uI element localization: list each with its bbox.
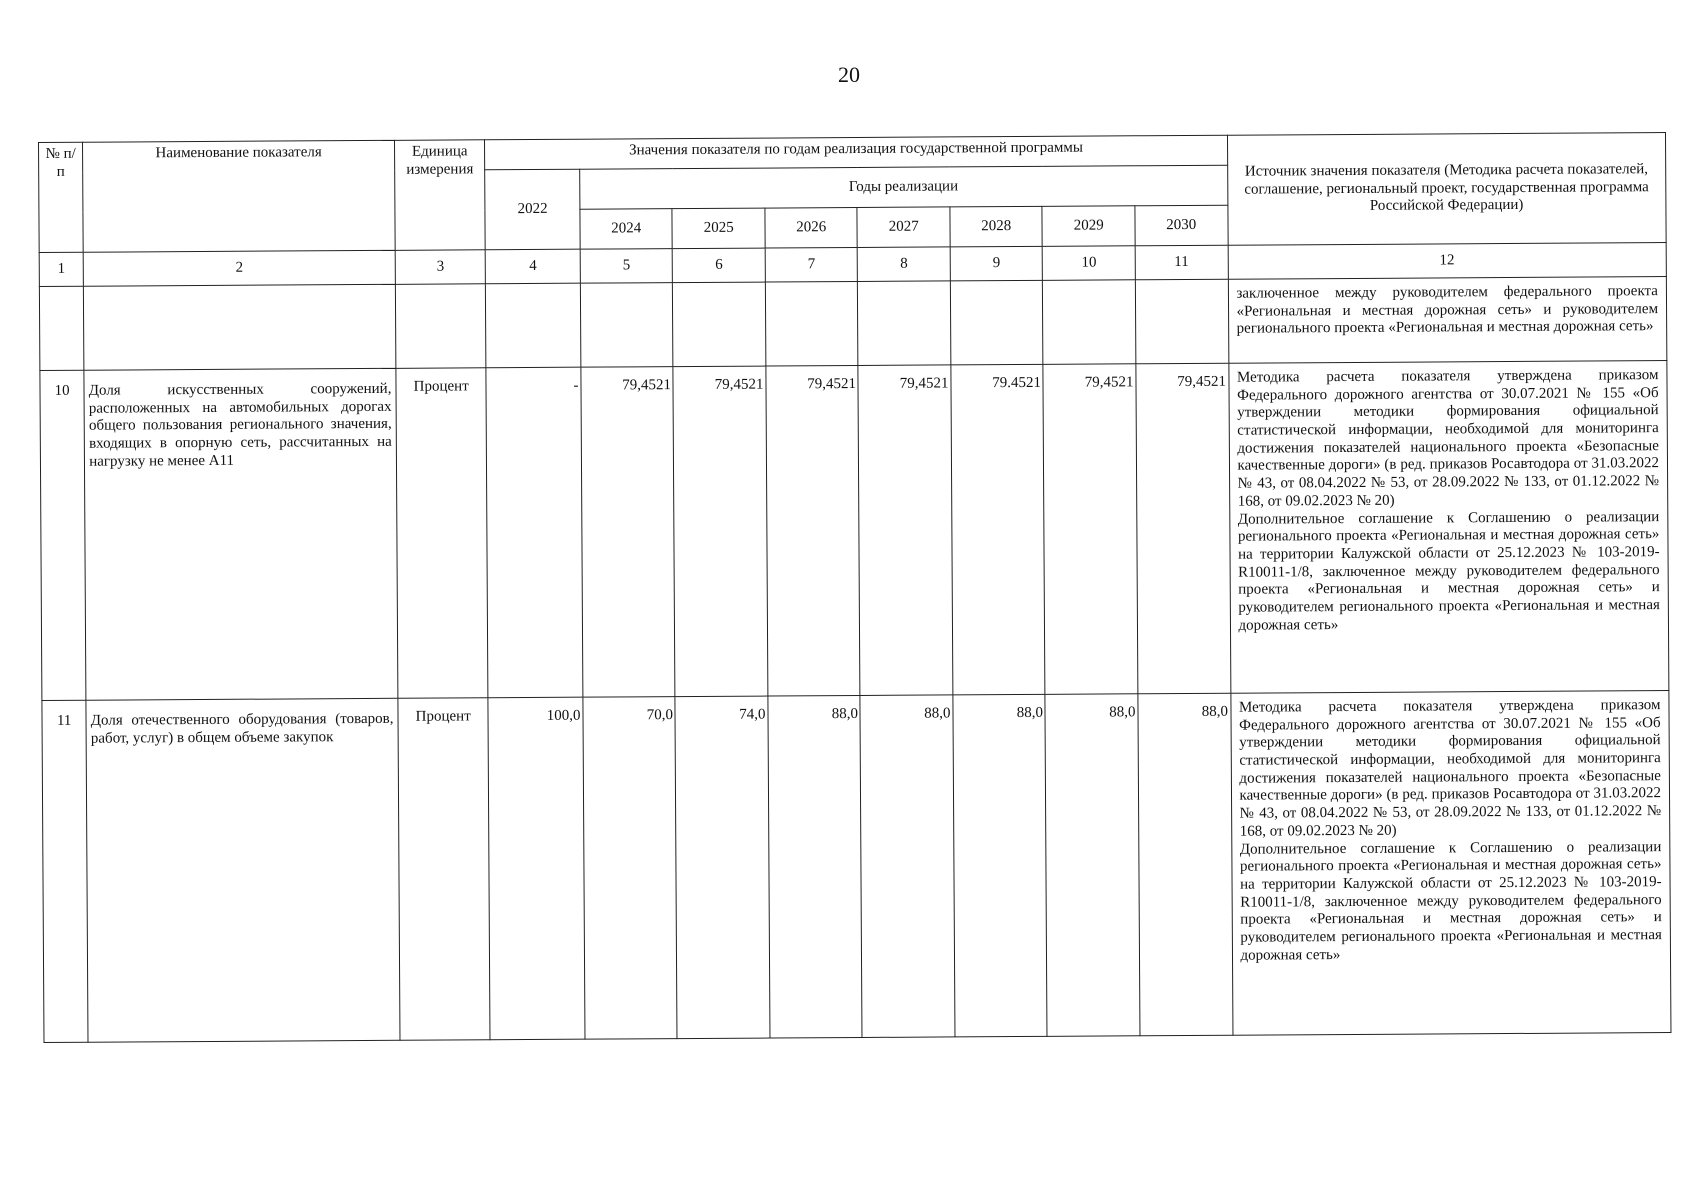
header-col-unit: Единица измерения — [394, 140, 485, 251]
column-number: 3 — [395, 250, 486, 285]
source-cell — [1228, 277, 1667, 364]
value-cell: 79.4521 — [951, 364, 1046, 695]
source-cell — [1228, 361, 1669, 694]
value-cell: 79,4521 — [1136, 363, 1231, 694]
value-cell: 79,4521 — [1043, 364, 1138, 695]
source-methodology: Методика расчета показателя утверждена приказом Федерального дорожного агентства от 30.07.2021 № 155 «Об утверждении методики формирования официальной статистической информации, необходимой для мониторинга достижения показателей национального проекта «Безопасные качественные дороги» (в ред. приказов Росавтодора от 31.03.2022 № 43, от 08.04.2022 № 53, от 28.09.2022 № 133, от 01.12.2022 № 168, от 09.02.2023 № 20) — [1238, 697, 1662, 840]
header-col-source: Источник значения показателя (Методика расчета показателей, соглашение, региональный проект, государственная программа Российской Федерации) — [1227, 133, 1666, 246]
value-cell: 88,0 — [860, 695, 955, 1038]
source-agreement: Дополнительное соглашение к Соглашению о реализации регионального проекта «Региональная и местная дорожная сеть» на территории Калужской области от 25.12.2023 № 103-2019-R10011-1/8, заключенное между руководителем федерального проекта «Региональная и местная дорожная сеть» и руководителем регионального проекта «Региональная и местная дорожная сеть» — [1239, 838, 1662, 964]
header-year: 2026 — [765, 207, 858, 248]
column-number: 6 — [673, 248, 766, 283]
column-number: 10 — [1043, 246, 1136, 281]
indicators-table — [38, 132, 1671, 1043]
table-row — [40, 361, 1669, 701]
value-cell: 88,0 — [768, 695, 863, 1038]
header-year: 2029 — [1042, 206, 1135, 247]
header-year: 2027 — [857, 207, 950, 248]
value-base: - — [486, 367, 583, 698]
source-text: заключенное между руководителем федерального проекта «Региональная и местная дорожная сеть» и руководителем регионального проекта «Региональная и местная дорожная сеть» — [1236, 283, 1659, 338]
header-row — [39, 133, 1666, 173]
page-number: 20 — [838, 62, 860, 87]
column-number: 2 — [83, 250, 395, 286]
value-base: 100,0 — [488, 697, 585, 1040]
column-number: 12 — [1228, 243, 1667, 280]
header-year: 2024 — [580, 209, 673, 250]
column-number: 9 — [950, 246, 1043, 281]
indicator-name: Доля отечественного оборудования (товаров, работ, услуг) в общем объеме закупок — [86, 698, 400, 1042]
value-cell: 88,0 — [1138, 693, 1233, 1036]
source-cell — [1230, 691, 1671, 1036]
value-cell: 74,0 — [675, 696, 770, 1039]
header-col-no: № п/п — [39, 142, 84, 252]
unit-cell: Процент — [396, 368, 488, 699]
unit-cell: Процент — [398, 698, 491, 1041]
indicator-name: Доля искусственных сооружений, расположенных на автомобильных дорогах общего пользования регионального значения, входящих в опорную сеть, рассчитанных на нагрузку не менее А11 — [84, 368, 398, 700]
header-year-base: 2022 — [485, 169, 580, 250]
row-number: 10 — [40, 370, 86, 700]
header-year: 2028 — [950, 206, 1043, 247]
value-cell: 79,4521 — [858, 365, 953, 696]
header-years-group: Годы реализации — [580, 165, 1228, 209]
value-cell: 79,4521 — [581, 367, 676, 698]
column-number: 4 — [486, 249, 581, 284]
column-number: 1 — [39, 252, 83, 286]
header-year: 2030 — [1135, 205, 1228, 246]
column-number: 7 — [765, 247, 858, 282]
table-row — [39, 277, 1666, 371]
source-agreement: Дополнительное соглашение к Соглашению о реализации регионального проекта «Региональная и местная дорожная сеть» на территории Калужской области от 25.12.2023 № 103-2019-R10011-1/8, заключенное между руководителем федерального проекта «Региональная и местная дорожная сеть» и руководителем регионального проекта «Региональная и местная дорожная сеть» — [1237, 508, 1660, 634]
table-row — [42, 691, 1671, 1043]
column-number: 8 — [858, 247, 951, 282]
value-cell: 70,0 — [583, 697, 678, 1040]
header-col-name: Наименование показателя — [83, 140, 395, 252]
value-cell: 79,4521 — [766, 365, 861, 696]
column-number: 5 — [580, 249, 673, 284]
column-number: 11 — [1135, 245, 1228, 280]
value-cell: 88,0 — [953, 694, 1048, 1037]
row-number: 11 — [42, 700, 88, 1042]
header-values-group: Значения показателя по годам реализация государственной программы — [485, 135, 1227, 170]
header-year: 2025 — [672, 208, 765, 249]
value-cell: 88,0 — [1045, 694, 1140, 1037]
source-methodology: Методика расчета показателя утверждена приказом Федерального дорожного агентства от 30.07.2021 № 155 «Об утверждении методики формирования официальной статистической информации, необходимой для мониторинга достижения показателей национального проекта «Безопасные качественные дороги» (в ред. приказов Росавтодора от 31.03.2022 № 43, от 08.04.2022 № 53, от 28.09.2022 № 133, от 01.12.2022 № 168, от 09.02.2023 № 20) — [1236, 367, 1660, 510]
value-cell: 79,4521 — [673, 366, 768, 697]
